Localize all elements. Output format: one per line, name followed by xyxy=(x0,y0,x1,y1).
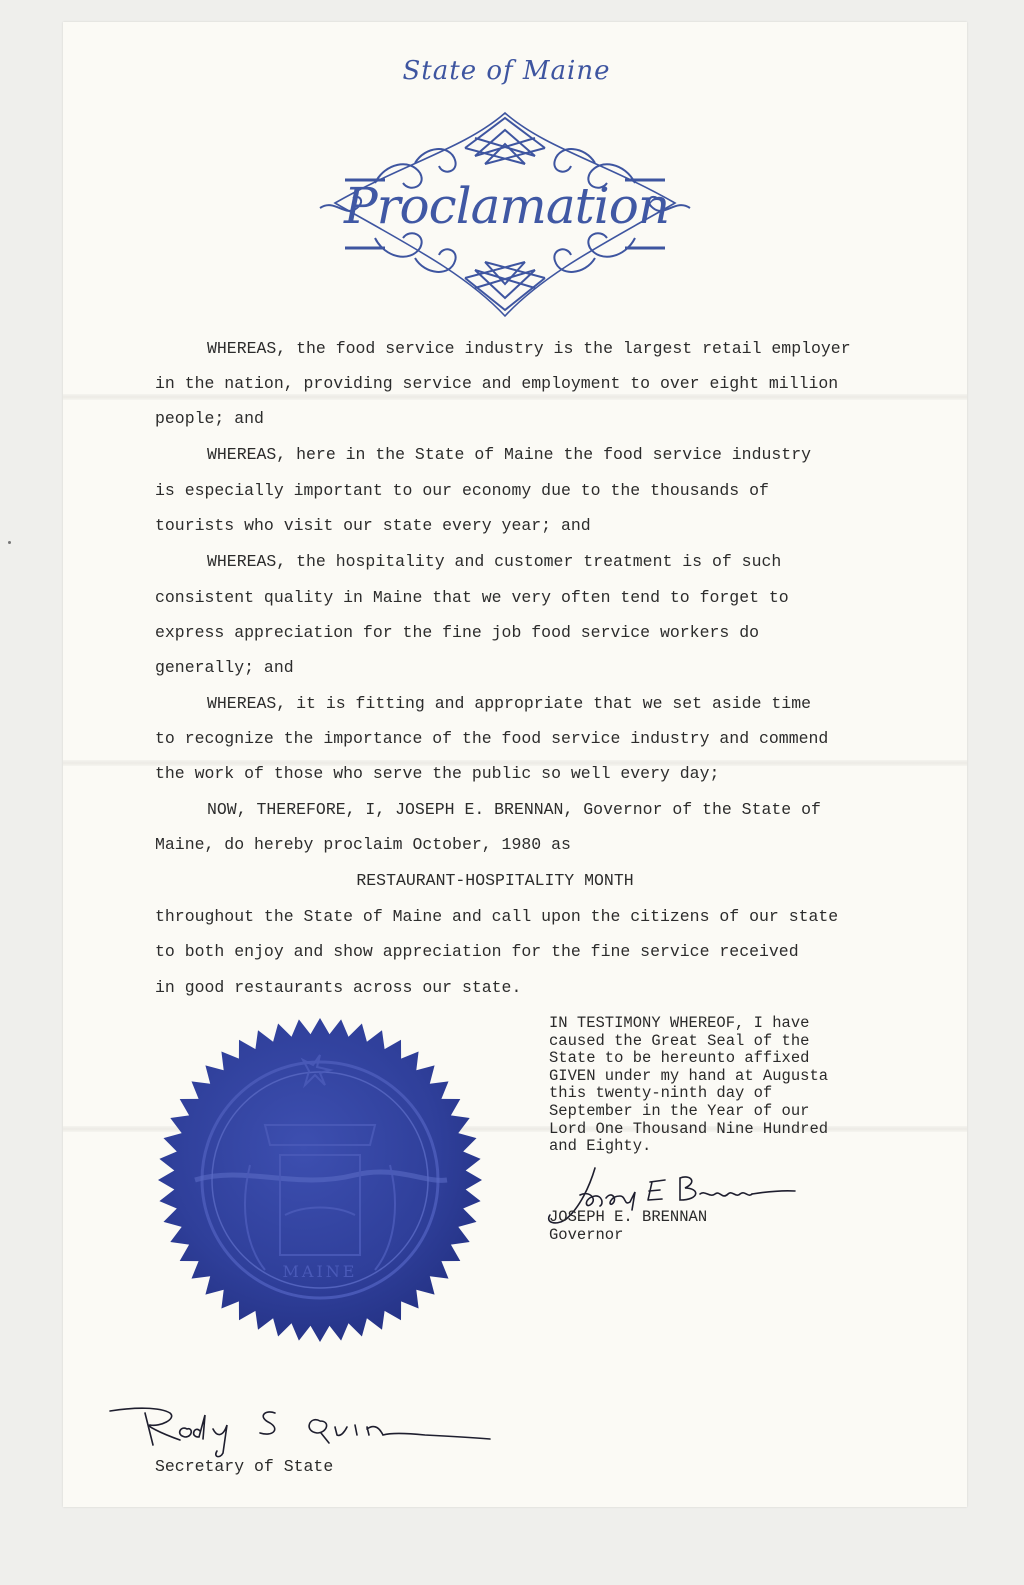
body-line: WHEREAS, the food service industry is the largest retail employer xyxy=(207,339,851,358)
body-line: consistent quality in Maine that we very often tend to forget to xyxy=(155,588,789,607)
paper-fold xyxy=(63,394,967,400)
body-line: WHEREAS, the hospitality and customer treatment is of such xyxy=(207,552,782,571)
secretary-title: Secretary of State xyxy=(155,1457,334,1476)
great-seal xyxy=(155,1015,485,1345)
testimony-line: and Eighty. xyxy=(549,1137,652,1156)
proclamation-title: Proclamation xyxy=(343,177,670,235)
body-line: to recognize the importance of the food service industry and commend xyxy=(155,729,829,748)
testimony-line: State to be hereunto affixed xyxy=(549,1049,810,1068)
state-heading: State of Maine xyxy=(402,56,611,86)
body-line: throughout the State of Maine and call upon the citizens of our state xyxy=(155,907,839,926)
body-line: in the nation, providing service and employment to over eight million xyxy=(155,374,839,393)
body-line: tourists who visit our state every year; and xyxy=(155,516,591,535)
body-line: WHEREAS, it is fitting and appropriate that we set aside time xyxy=(207,694,811,713)
testimony-line: caused the Great Seal of the xyxy=(549,1031,810,1050)
month-name: RESTAURANT-HOSPITALITY MONTH xyxy=(356,871,634,890)
body-line: NOW, THEREFORE, I, JOSEPH E. BRENNAN, Governor of the State of xyxy=(207,800,821,819)
body-line: Maine, do hereby proclaim October, 1980 as xyxy=(155,835,571,854)
governor-title: Governor xyxy=(549,1226,624,1244)
testimony-line: IN TESTIMONY WHEREOF, I have xyxy=(549,1014,810,1032)
testimony-block xyxy=(549,1015,828,1156)
testimony-line: September in the Year of our xyxy=(549,1101,810,1120)
scan-speck xyxy=(8,541,11,544)
testimony-line: Lord One Thousand Nine Hundred xyxy=(549,1119,829,1138)
testimony-line: GIVEN under my hand at Augusta xyxy=(549,1066,829,1085)
body-line: generally; and xyxy=(155,658,294,677)
body-line: to both enjoy and show appreciation for the fine service received xyxy=(155,942,799,961)
body-line: in good restaurants across our state. xyxy=(155,978,522,997)
testimony-line: this twenty-ninth day of xyxy=(549,1084,773,1103)
body-line: people; and xyxy=(155,409,264,428)
body-line: the work of those who serve the public so well every day; xyxy=(155,764,720,783)
seal-text: MAINE xyxy=(282,1262,358,1281)
body-line: express appreciation for the fine job food service workers do xyxy=(155,623,759,642)
governor-name: JOSEPH E. BRENNAN xyxy=(549,1208,708,1226)
body-line: is especially important to our economy due to the thousands of xyxy=(155,481,769,500)
body-line: WHEREAS, here in the State of Maine the food service industry xyxy=(207,445,811,464)
